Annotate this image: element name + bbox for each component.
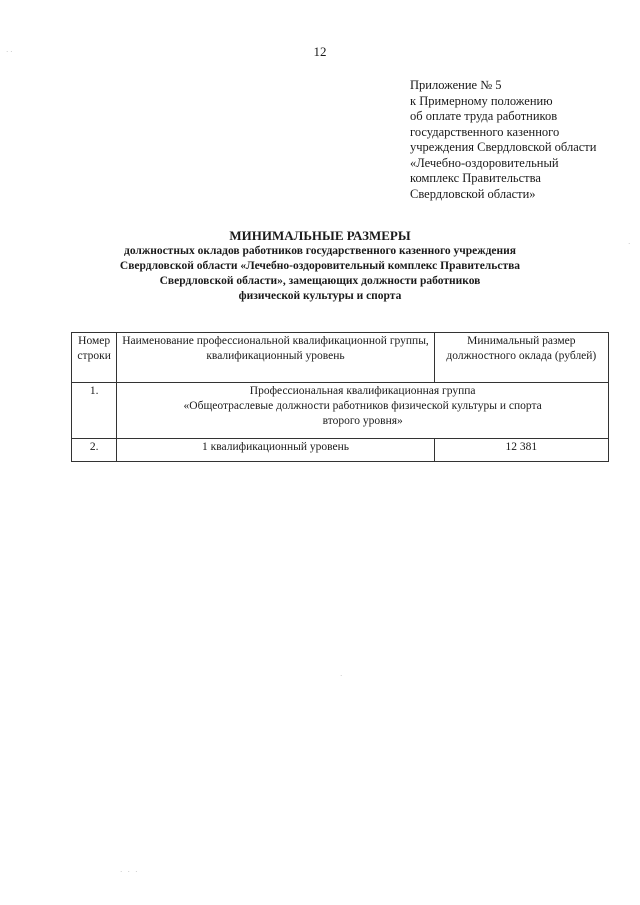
row-number: 1. — [72, 383, 117, 439]
group-name-line: второго уровня» — [322, 415, 403, 427]
appendix-line: учреждения Свердловской области — [410, 140, 597, 154]
scan-speck: · — [628, 240, 631, 248]
appendix-line: «Лечебно-оздоровительный — [410, 155, 559, 170]
group-name-line: «Общеотраслевые должности работников физической культуры и спорта — [183, 400, 542, 412]
scan-speck: · · — [6, 48, 13, 56]
table-header-row — [72, 333, 609, 383]
title-sub-line: должностных окладов работников государственного казенного учреждения — [124, 245, 516, 257]
document-title — [60, 228, 580, 304]
salary-table — [71, 332, 609, 462]
appendix-line: к Примерному положению — [410, 93, 553, 108]
salary-value: 12 381 — [434, 439, 608, 462]
appendix-line: комплекс Правительства — [410, 171, 541, 185]
title-main: МИНИМАЛЬНЫЕ РАЗМЕРЫ — [229, 228, 411, 243]
title-sub-line: физической культуры и спорта — [238, 290, 402, 302]
row-number: 2. — [72, 439, 117, 462]
level-name: 1 квалификационный уровень — [117, 439, 434, 462]
table-row — [72, 439, 609, 462]
appendix-note — [410, 78, 635, 202]
appendix-line: об оплате труда работников — [410, 109, 558, 123]
scan-speck: · · · — [120, 868, 138, 876]
header-salary: Минимальный размер должностного оклада (рублей) — [434, 333, 608, 383]
title-sub-line: Свердловской области», замещающих должности работников — [159, 275, 481, 287]
group-name-cell — [117, 383, 609, 439]
title-sub-line: Свердловской области «Лечебно-оздоровительный комплекс Правительства — [119, 260, 521, 272]
scan-speck: · — [340, 672, 343, 680]
header-number: Номер строки — [72, 333, 117, 383]
page-number: 12 — [313, 44, 327, 59]
appendix-line: Свердловской области» — [410, 186, 536, 201]
table-row — [72, 383, 609, 439]
header-name: Наименование профессиональной квалификационной группы, квалификационный уровень — [117, 333, 434, 383]
appendix-line: Приложение № 5 — [410, 78, 502, 92]
appendix-line: государственного казенного — [410, 124, 560, 139]
group-name-line: Профессиональная квалификационная группа — [249, 385, 476, 397]
